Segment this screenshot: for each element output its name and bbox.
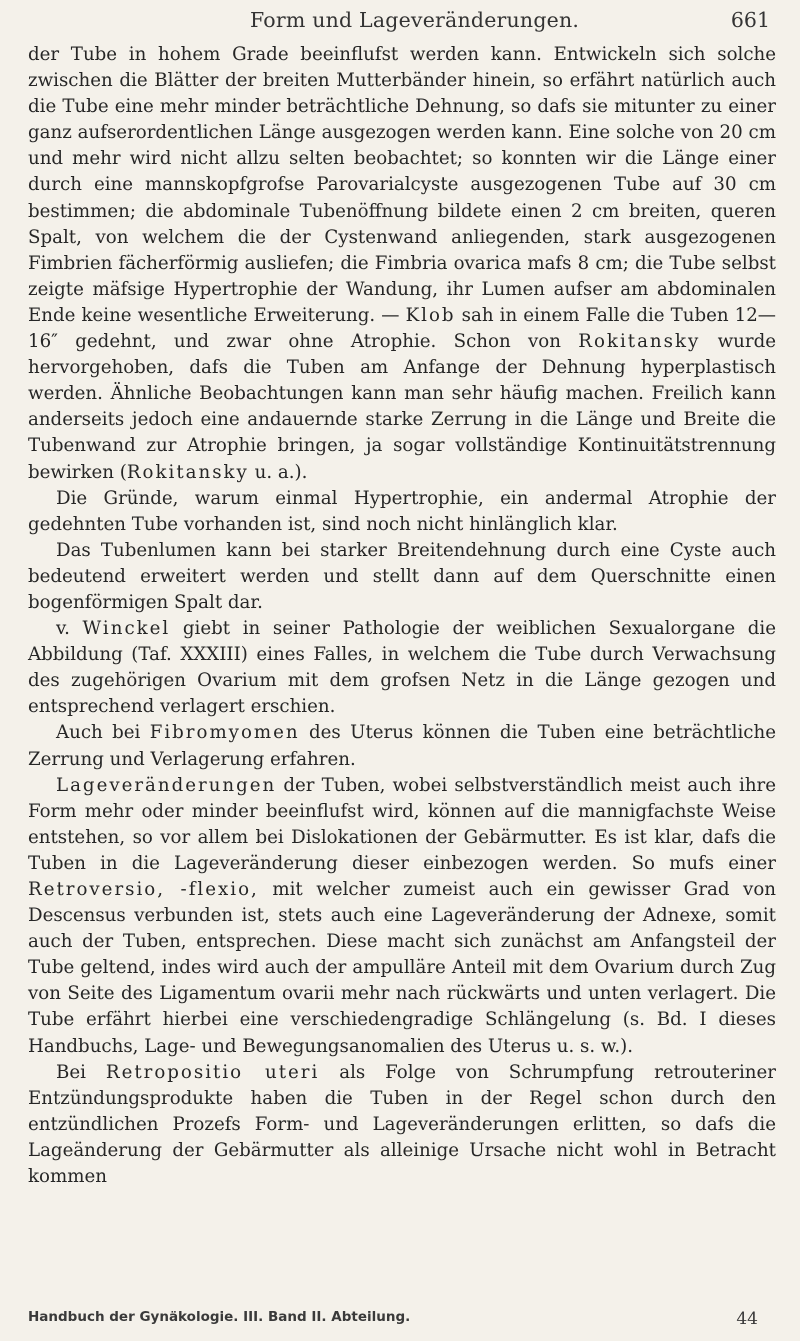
emphasis-term: Retropositio uteri bbox=[105, 1061, 320, 1083]
text-run: des Uterus können die Tuben eine beträchtliche Zerrung und Verlagerung erfahren. bbox=[28, 722, 776, 770]
paragraph-2: Die Gründe, warum einmal Hypertrophie, ein andermal Atrophie der gedehnten Tube vorhanden ist, sind noch nicht hinlänglich klar. bbox=[28, 487, 776, 535]
text-run: Bei bbox=[56, 1061, 86, 1083]
emphasis-term: Fibromyomen bbox=[149, 722, 300, 744]
running-header: Form und Lageveränderungen. bbox=[250, 8, 580, 32]
body-text bbox=[28, 42, 776, 1190]
emphasis-term: Retroversio, -flexio, bbox=[28, 879, 259, 900]
author-name: Rokitansky bbox=[578, 331, 701, 353]
author-name: Klob bbox=[405, 304, 456, 326]
sheet-signature: 44 bbox=[736, 1309, 758, 1329]
page-footer bbox=[28, 1309, 770, 1329]
text-run: u. a.). bbox=[254, 461, 308, 483]
text-run: der Tuben, wobei selbstverständlich meist auch ihre Form mehr oder minder beeinflufst wird, können auf die mannigfachste Weise entstehen, so vor allem bei Dislokationen der Gebärmutter. Es ist klar, dafs die Tuben in die Lageveränderung dieser einbezogen werden. So mufs einer bbox=[28, 774, 776, 874]
text-run: mit welcher zumeist auch ein gewisser Grad von Descensus verbunden ist, stets auch eine Lageveränderung der Adnexe, somit auch der Tuben, entsprechen. Diese macht sich zunächst am Anfangsteil der Tube geltend, indes wird auch der ampulläre Anteil mit dem Ovarium durch Zug von Seite des Ligamentum ovarii mehr nach rückwärts und unten verlagert. Die Tube erfährt hierbei eine verschiedengradige Schlängelung (s. Bd. I dieses Handbuchs, Lage- und Bewegungsanomalien des Uterus u. s. w.). bbox=[28, 879, 776, 1057]
paragraph-1 bbox=[28, 42, 776, 486]
book-title: Handbuch der Gynäkologie. III. Band II. Abteilung. bbox=[28, 1309, 411, 1325]
text-run: v. bbox=[56, 618, 70, 640]
author-name: Rokitansky bbox=[126, 461, 249, 483]
paragraph-4 bbox=[28, 616, 776, 720]
text-run: der Tube in hohem Grade beeinflufst werden kann. Entwickeln sich solche zwischen die Blätter der breiten Mutterbänder hinein, so erfährt natürlich auch die Tube eine mehr minder beträchtliche Dehnung, so dafs sie mitunter zu einer ganz aufserordentlichen Länge ausgezogen werden kann. Eine solche von 20 cm und mehr wird nicht allzu selten beobachtet; so konnten wir die Länge einer durch eine mannskopfgrofse Parovarialcyste ausgezogenen Tube auf 30 cm bestimmen; die abdominale Tubenöffnung bildete einen 2 cm breiten, queren Spalt, von welchem die der Cystenwand anliegenden, stark ausgezogenen Fimbrien fächerförmig ausliefen; die Fimbria ovarica mafs 8 cm; die Tube selbst zeigte mäfsige Hypertrophie der Wandung, ihr Lumen aufser am abdominalen Ende keine wesentliche Erweiterung. — bbox=[28, 44, 776, 326]
text-run: wurde hervorgehoben, dafs die Tuben am Anfange der Dehnung hyperplastisch werden. Ähnliche Beobachtungen kann man sehr häufig machen. Freilich kann anderseits jedoch eine andauernde starke Zerrung in die Länge und Breite die Tubenwand zur Atrophie bringen, ja sogar vollständige Kontinuitätstrennung bewirken ( bbox=[28, 331, 776, 483]
text-run: Auch bei bbox=[56, 722, 141, 744]
text-run: giebt in seiner Pathologie der weiblichen Sexualorgane die Abbildung (Taf. XXXIII) eines Falles, in welchem die Tube durch Verwachsung des zugehörigen Ovarium mit dem grofsen Netz in die Länge gezogen und entsprechend verlagert erschien. bbox=[28, 618, 776, 718]
paragraph-7 bbox=[28, 1060, 776, 1190]
text-run: als Folge von Schrumpfung retrouteriner Entzündungsprodukte haben die Tuben in der Regel schon durch den entzündlichen Prozefs Form- und Lageveränderungen erlitten, so dafs die Lageänderung der Gebärmutter als alleinige Ursache nicht wohl in Betracht kommen bbox=[28, 1061, 776, 1188]
paragraph-5 bbox=[28, 720, 776, 772]
text-run: sah in einem Falle die Tuben 12—16″ gedehnt, und zwar ohne Atrophie. Schon von bbox=[28, 304, 776, 353]
paragraph-3: Das Tubenlumen kann bei starker Breitendehnung durch eine Cyste auch bedeutend erweitert werden und stellt dann auf dem Querschnitte einen bogenförmigen Spalt dar. bbox=[28, 539, 776, 613]
page-number: 661 bbox=[730, 8, 770, 32]
emphasis-term: Lageveränderungen bbox=[56, 774, 277, 796]
author-name: Winckel bbox=[82, 618, 171, 640]
paragraph-6 bbox=[28, 773, 776, 1060]
